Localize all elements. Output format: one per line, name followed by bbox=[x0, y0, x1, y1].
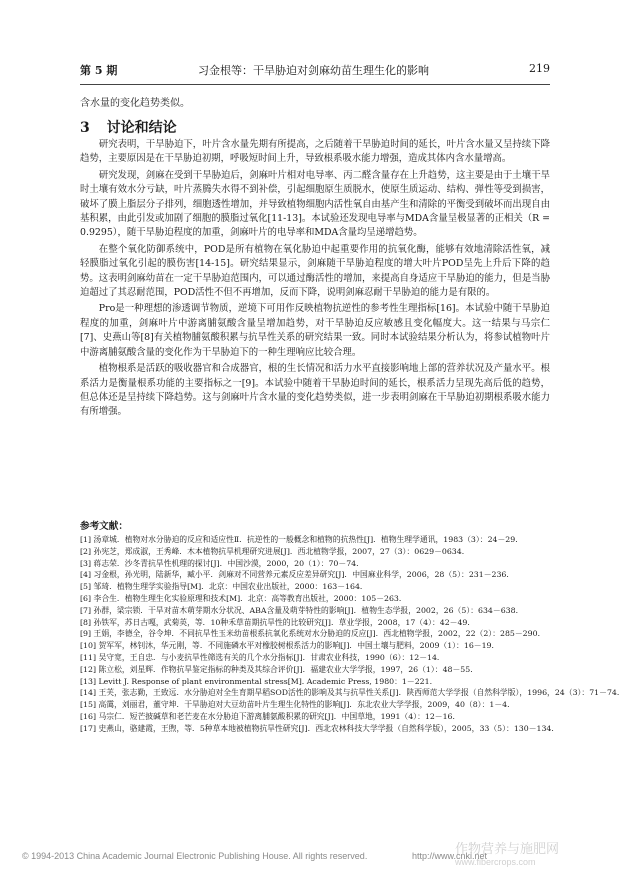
reference-list bbox=[80, 534, 625, 735]
header-rule bbox=[80, 84, 550, 85]
reference-item: [9] 王娟，李德全，谷令坤．不同抗旱性玉米幼苗根系抗氧化系统对水分胁迫的反应[J]．西北植物学报，2002，22（2）：285－290． bbox=[80, 629, 546, 639]
copyright-notice: © 1994-2013 China Academic Journal Electronic Publishing House. All rights reserved. bbox=[22, 851, 368, 861]
reference-item: [2] 孙宪芝，郑成淑，王秀峰．木本植物抗旱机理研究进展[J]．西北植物学报，2007，27（3）：0629－0634． bbox=[80, 546, 470, 556]
reference-item: [3] 蒋志荣．沙冬青抗旱性机理的探讨[J]．中国沙漠，2000，20（1）：70－74． bbox=[80, 558, 364, 568]
reference-item: [17] 史燕山，骆建霞，王煦，等．5种草本地被植物抗旱性研究[J]．西北农林科技大学学报（自然科学版），2005，33（5）：130－134． bbox=[80, 723, 560, 733]
reference-item: [4] 习金根，孙光明，陆新华，臧小平．剑麻对不同营养元素反应差异研究[J]．中国麻业科学，2006，28（5）：231－236． bbox=[80, 570, 515, 580]
page-number: 219 bbox=[529, 62, 550, 75]
paragraph: Pro是一种理想的渗透调节物质，逆境下可用作反映植物抗逆性的参考性生理指标[16]。本试验中随干旱胁迫程度的加重，剑麻叶片中游离脯氨酸含量呈增加趋势，对干旱胁迫反应敏感且变化幅度大。这一结果与马宗仁[7]、史燕山等[8]有关植物脯氨酸积累与抗旱性关系的研究结果一致。同时本试验结果分析认为，将参试植物叶片中游离脯氨酸含量的变化作为干旱胁迫下的一种生理响应比较合理。 bbox=[80, 303, 550, 358]
section-number: 3 bbox=[80, 120, 90, 136]
paragraph: 研究表明，干旱胁迫下，叶片含水量先期有所提高，之后随着干旱胁迫时间的延长，叶片含水量又呈持续下降趋势，主要原因是在干旱胁迫初期，呼吸短时间上升，导致根系吸水能力增强，造成其体内含水量增高。 bbox=[80, 139, 550, 165]
reference-item: [10] 贺军军，林钊沐，华元刚，等．不同施磷水平对橡胶树根系活力的影响[J]．中国土壤与肥料，2009（1）：16－19． bbox=[80, 641, 500, 651]
reference-item: [7] 孙群，梁宗锁．干旱对苗木萌芽期水分状况、ABA含量及萌芽特性的影响[J]．植物生态学报，2002，26（5）：634－638． bbox=[80, 605, 524, 615]
references-title: 参考文献： bbox=[80, 521, 128, 532]
reference-item: [6] 李合生．植物生理生化实验原理和技术[M]．北京：高等教育出版社，2000：105－263． bbox=[80, 593, 407, 603]
watermark-cn: 作物营养与施肥网 bbox=[455, 842, 560, 857]
reference-item: [13] Levitt J. Response of plant environmental stress[M]. Academic Press, 1980：1－221. bbox=[80, 676, 433, 686]
issue-number: 第 5 期 bbox=[80, 64, 118, 77]
reference-item: [5] 邹琦．植物生理学实验指导[M]．北京：中国农业出版社，2000：163－164． bbox=[80, 582, 368, 592]
section-heading bbox=[80, 117, 177, 137]
footer-url: http://www.cnki.net bbox=[412, 851, 488, 861]
reference-item: [1] 汤章城．植物对水分胁迫的反应和适应性Ⅱ．抗逆性的一般概念和植物的抗热性[J]．植物生理学通讯，1983（3）：24－29． bbox=[80, 535, 524, 544]
reference-item: [8] 孙铁军，苏日古嘎，武菊英，等．10种禾草苗期抗旱性的比较研究[J]．草业学报，2008，17（4）：42－49． bbox=[80, 617, 476, 627]
watermark-en: www.fibercrops.com bbox=[455, 857, 536, 867]
reference-item: [12] 陈立松，刘星辉．作物抗旱鉴定指标的种类及其综合评价[J]．福建农业大学学报，1997，26（1）：48－55． bbox=[80, 664, 479, 674]
site-watermark bbox=[455, 838, 615, 872]
section-title: 讨论和结论 bbox=[106, 120, 177, 136]
paragraph: 在整个氧化防御系统中，POD是所有植物在氧化胁迫中起重要作用的抗氧化酶，能够有效地清除活性氧，减轻膜脂过氧化引起的膜伤害[14-15]。研究结果显示，剑麻随干旱胁迫程度的增大叶片POD呈先上升后下降的趋势。这表明剑麻幼苗在一定干旱胁迫范围内，可以通过酶活性的增加，来提高自身适应干旱胁迫的能力，但是当胁迫超过了其忍耐范围，POD活性不但不再增加，反而下降，说明剑麻忍耐干旱胁迫的能力是有限的。 bbox=[80, 243, 550, 299]
reference-item: [11] 吴守宽，王自忠．与小麦抗旱性筛选有关的几个水分指标[J]．甘肃农业科技，1990（6）：12－14． bbox=[80, 652, 445, 662]
running-title: 习金根等：干旱胁迫对剑麻幼苗生理生化的影响 bbox=[198, 64, 429, 77]
reference-item: [16] 马宗仁．短芒披碱草和老芒麦在水分胁迫下游离脯氨酸积累的研究[J]．中国草地，1991（4）：12－16． bbox=[80, 711, 461, 721]
reference-item: [15] 高霭，刘丽君，董守坤．干旱胁迫对大豆幼苗叶片生理生化特性的影响[J]．东北农业大学学报，2009，40（8）：1－4． bbox=[80, 700, 515, 710]
paragraph: 植物根系是活跃的吸收器官和合成器官，根的生长情况和活力水平直接影响地上部的营养状况及产量水平。根系活力是衡量根系功能的主要指标之一[9]。本试验中随着干旱胁迫时间的延长，根系活力呈现先高后低的趋势，但总体还是呈持续下降趋势。这与剑麻叶片含水量的变化趋势类似，进一步表明剑麻在干旱胁迫初期根系吸水能力有所增强。 bbox=[80, 363, 550, 418]
paragraph: 研究发现，剑麻在受到干旱胁迫后，剑麻叶片相对电导率、丙二醛含量存在上升趋势，这主要是由于土壤干旱时土壤有效水分亏缺，叶片蒸腾失水得不到补偿，引起细胞原生质脱水，使原生质运动、结构、弹性等受到损害，破坏了膜上脂层分子排列，细胞透性增加，并导致植物细胞内活性氧自由基产生和清除的平衡受到破坏而出现自由基积累，由此引发或加剧了细胞的膜脂过氧化[11-13]。本试验还发现电导率与MDA含量呈极显著的正相关（R = 0.9295），随干旱胁迫程度的加重，剑麻叶片的电导率和MDA含量均呈递增趋势。 bbox=[80, 169, 550, 239]
body-text bbox=[80, 138, 550, 422]
reference-item: [14] 王芙，张志勤，王致远．水分胁迫对全生育期旱稻SOD活性的影响及其与抗旱性关系[J]．陕西师范大学学报（自然科学版），1996，24（3）：71－74． bbox=[80, 688, 625, 698]
continuation-text: 含水量的变化趋势类似。 bbox=[80, 98, 190, 109]
running-header bbox=[80, 62, 550, 82]
